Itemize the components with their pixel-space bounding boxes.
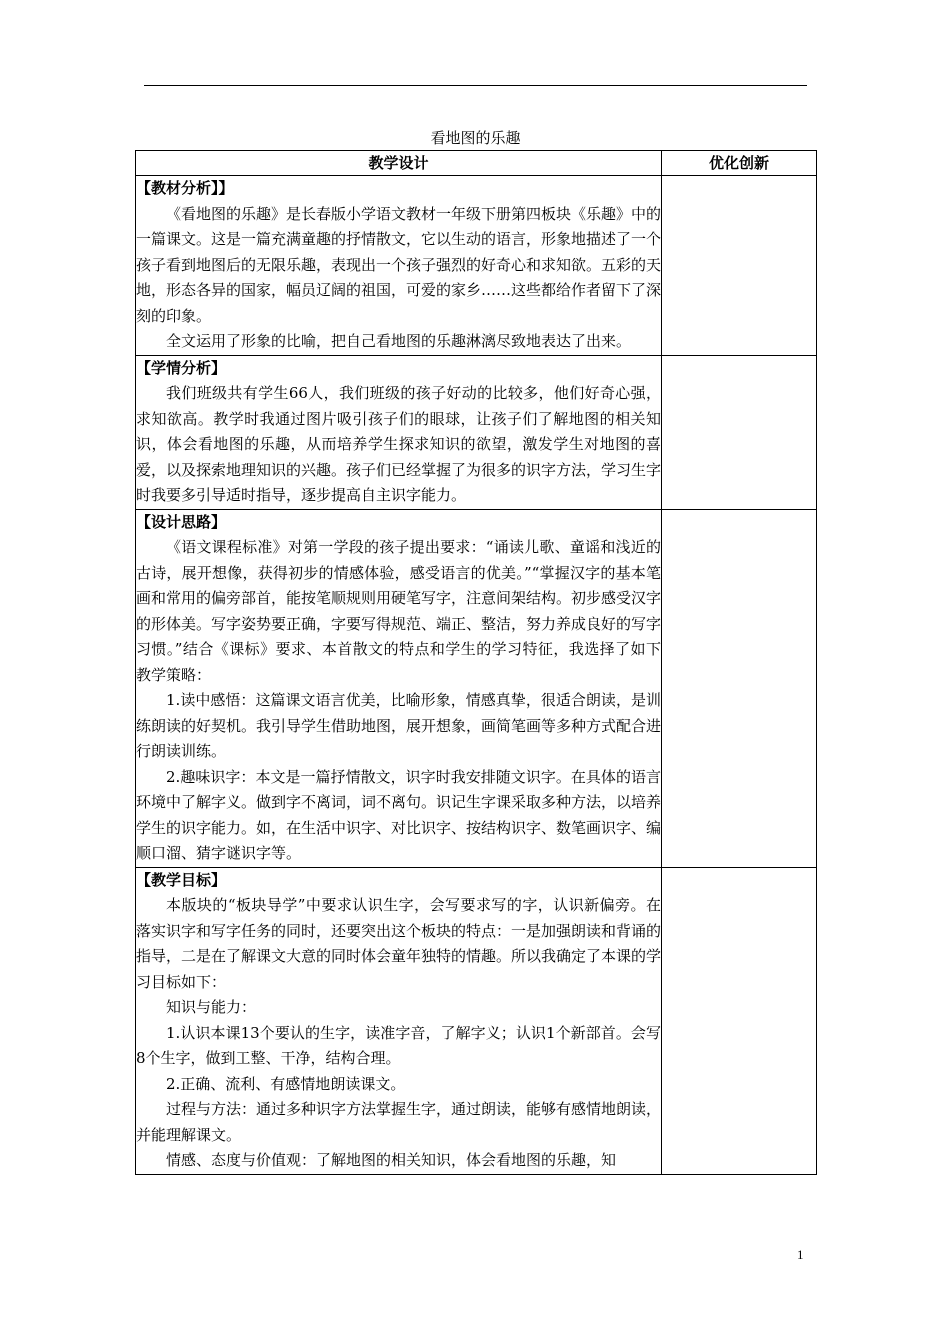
- header-rule: [144, 85, 807, 86]
- section-title: 【教材分析】】: [136, 179, 234, 197]
- paragraph: 我们班级共有学生66人，我们班级的孩子好动的比较多，他们好奇心强，求知欲高。教学时我通过图片吸引孩子们的眼球，让孩子们了解地图的相关知识，体会看地图的乐趣，从而培养学生探求知识的欲望，激发学生对地图的喜爱，以及探索地理知识的兴趣。孩子们已经掌握了为很多的识字方法，学习生字时我要多引导适时指导，逐步提高自主识字能力。: [136, 384, 662, 504]
- paragraph: 本版块的“板块导学”中要求认识生字，会写要求写的字，认识新偏旁。在落实识字和写字任务的同时，还要突出这个板块的特点：一是加强朗读和背诵的指导，二是在了解课文大意的同时体会童年独特的情趣。所以我确定了本课的学习目标如下：: [136, 896, 662, 991]
- paragraph: 过程与方法：通过多种识字方法掌握生字，通过朗读，能够有感情地朗读，并能理解课文。: [136, 1100, 662, 1144]
- column-header-innovation: 优化创新: [662, 151, 817, 176]
- page-number: 1: [797, 1247, 804, 1262]
- paragraph: 1.认识本课13个要认的生字，读准字音，了解字义；认识1个新部首。会写8个生字，做到工整、干净，结构合理。: [136, 1023, 661, 1067]
- section-row-teaching-goals: [136, 867, 817, 1174]
- innovation-cell: [662, 176, 817, 356]
- paragraph: 2.趣味识字：本文是一篇抒情散文，识字时我安排随文识字。在具体的语言环境中了解字义。做到字不离词，词不离句。识记生字课采取多种方法，以培养学生的识字能力。如，在生活中识字、对比识字、按结构识字、数笔画识字、编顺口溜、猜字谜识字等。: [136, 767, 662, 862]
- paragraph: 知识与能力：: [166, 998, 257, 1016]
- section-title: 【设计思路】: [136, 512, 227, 531]
- section-content: [136, 355, 662, 509]
- section-title: 【教学目标】: [136, 870, 227, 889]
- paragraph: 情感、态度与价值观：了解地图的相关知识，体会看地图的乐趣，知: [166, 1151, 617, 1169]
- document-title: 看地图的乐趣: [430, 129, 521, 147]
- section-content: [136, 509, 662, 867]
- section-row-textbook-analysis: [136, 176, 817, 356]
- paragraph: 1.读中感悟：这篇课文语言优美，比喻形象，情感真挚，很适合朗读，是训练朗读的好契机。我引导学生借助地图，展开想象，画简笔画等多种方式配合进行朗读训练。: [136, 691, 662, 760]
- paragraph: 2.正确、流利、有感情地朗读课文。: [166, 1074, 406, 1093]
- section-row-student-analysis: [136, 355, 817, 509]
- innovation-cell: [662, 355, 817, 509]
- lesson-plan-table: [135, 150, 817, 1175]
- innovation-cell: [662, 867, 817, 1174]
- section-content: [136, 176, 662, 356]
- paragraph: 《语文课程标准》对第一学段的孩子提出要求：“诵读儿歌、童谣和浅近的古诗，展开想像，获得初步的情感体验，感受语言的优美。”“掌握汉字的基本笔画和常用的偏旁部首，能按笔顺规则用硬笔写字，注意间架结构。初步感受汉字的形体美。写字姿势要正确，字要写得规范、端正、整洁，努力养成良好的写字习惯。”结合《课标》要求、本首散文的特点和学生的学习特征，我选择了如下教学策略：: [136, 538, 662, 684]
- paragraph: 《看地图的乐趣》是长春版小学语文教材一年级下册第四板块《乐趣》中的一篇课文。这是一篇充满童趣的抒情散文，它以生动的语言，形象地描述了一个孩子看到地图后的无限乐趣，表现出一个孩子强烈的好奇心和求知欲。五彩的天地，形态各异的国家，幅员辽阔的祖国，可爱的家乡……这些都给作者留下了深刻的印象。: [136, 204, 662, 325]
- table-header-row: [136, 151, 817, 176]
- section-title: 【学情分析】: [136, 358, 227, 377]
- section-content: [136, 867, 662, 1174]
- section-row-design-idea: [136, 509, 817, 867]
- paragraph: 全文运用了形象的比喻，把自己看地图的乐趣淋漓尽致地表达了出来。: [166, 332, 632, 350]
- column-header-design: 教学设计: [136, 151, 662, 176]
- innovation-cell: [662, 509, 817, 867]
